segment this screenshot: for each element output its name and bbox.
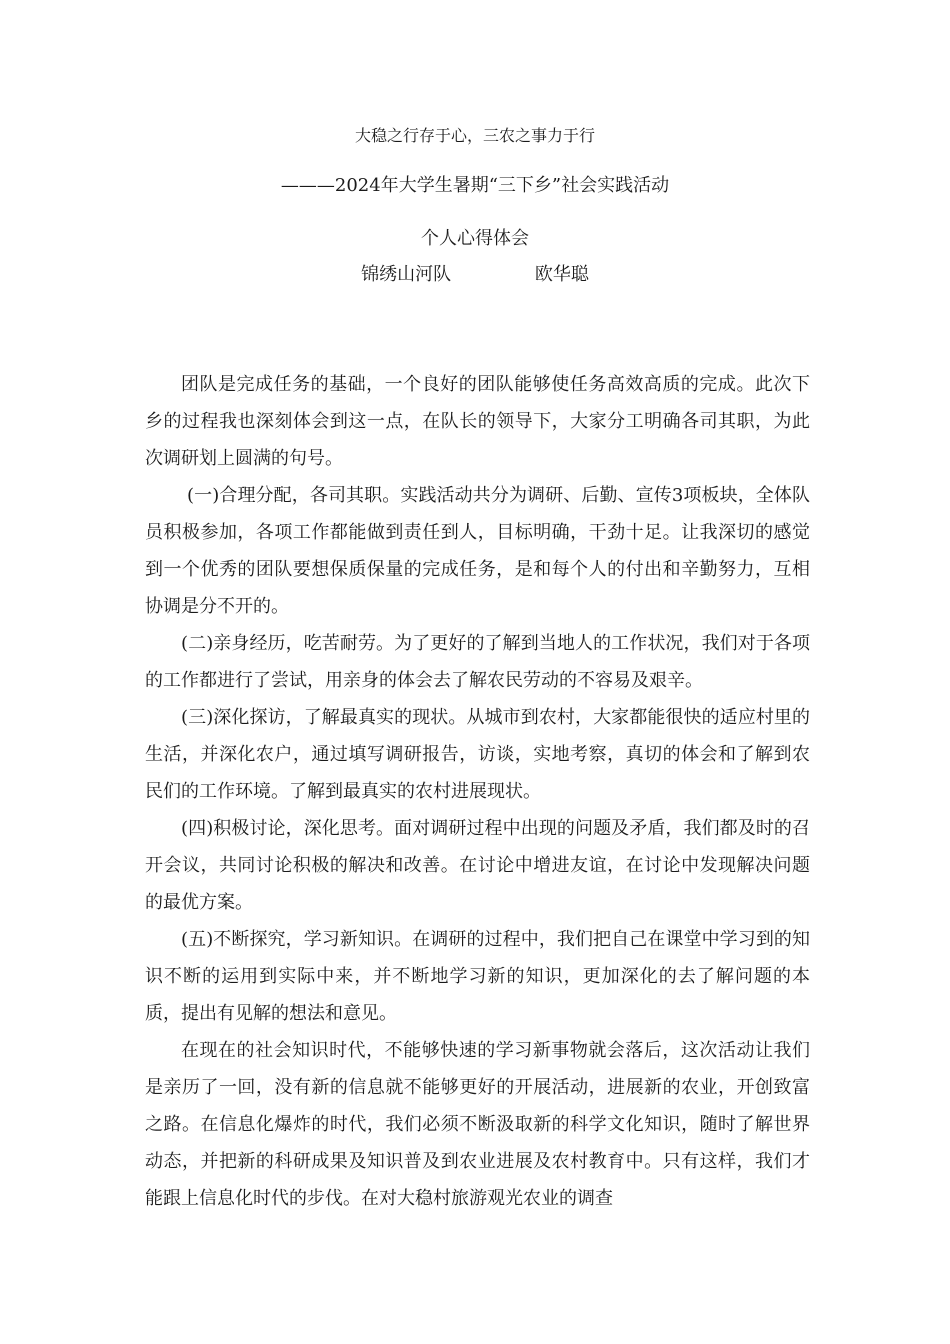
paragraph-conclusion: 在现在的社会知识时代，不能够快速的学习新事物就会落后，这次活动让我们是亲历了一回，没有新的信息就不能够更好的开展活动，进展新的农业，开创致富之路。在信息化爆炸的时代，我们必须不断汲取新的科学文化知识，随时了解世界动态，并把新的科研成果及知识普及到农业进展及农村教育中。只有这样，我们才能跟上信息化时代的步伐。在对大稳村旅游观光农业的调查 [145,1040,810,1209]
document-subtitle: ———2024年大学生暑期“三下乡”社会实践活动 [280,175,670,196]
document-body [145,366,810,1217]
author-name: 欧华聪 [534,264,589,285]
paragraph-point-3: (三)深化探访，了解最真实的现状。从城市到农村，大家都能很快的适应村里的生活，并深化农户，通过填写调研报告，访谈，实地考察，真切的体会和了解到农民们的工作环境。了解到最真实的农村进展现状。 [145,707,810,802]
paragraph-point-5: (五)不断探究，学习新知识。在调研的过程中，我们把自己在课堂中学习到的知识不断的运用到实际中来，并不断地学习新的知识，更加深化的去了解问题的本质，提出有见解的想法和意见。 [145,929,810,1024]
paragraph-point-2: (二)亲身经历，吃苦耐劳。为了更好的了解到当地人的工作状况，我们对于各项的工作都进行了尝试，用亲身的体会去了解农民劳动的不容易及艰辛。 [145,633,810,691]
paragraph-point-1: (一)合理分配，各司其职。实践活动共分为调研、后勤、宣传3项板块，全体队员积极参加，各项工作都能做到责任到人，目标明确，干劲十足。让我深切的感觉到一个优秀的团队要想保质保量的完成任务，是和每个人的付出和辛勤努力，互相协调是分不开的。 [145,485,810,617]
paragraph-intro: 团队是完成任务的基础，一个良好的团队能够使任务高效高质的完成。此次下乡的过程我也深刻体会到这一点，在队长的领导下，大家分工明确各司其职，为此次调研划上圆满的句号。 [145,374,810,469]
team-name: 锦绣山河队 [361,264,452,285]
author-line [0,262,950,288]
document-title: 大稳之行存于心，三农之事力于行 [354,126,595,145]
paragraph-point-4: (四)积极讨论，深化思考。面对调研过程中出现的问题及矛盾，我们都及时的召开会议，共同讨论积极的解决和改善。在讨论中增进友谊，在讨论中发现解决问题的最优方案。 [145,818,810,913]
document-heading: 个人心得体会 [421,228,529,249]
